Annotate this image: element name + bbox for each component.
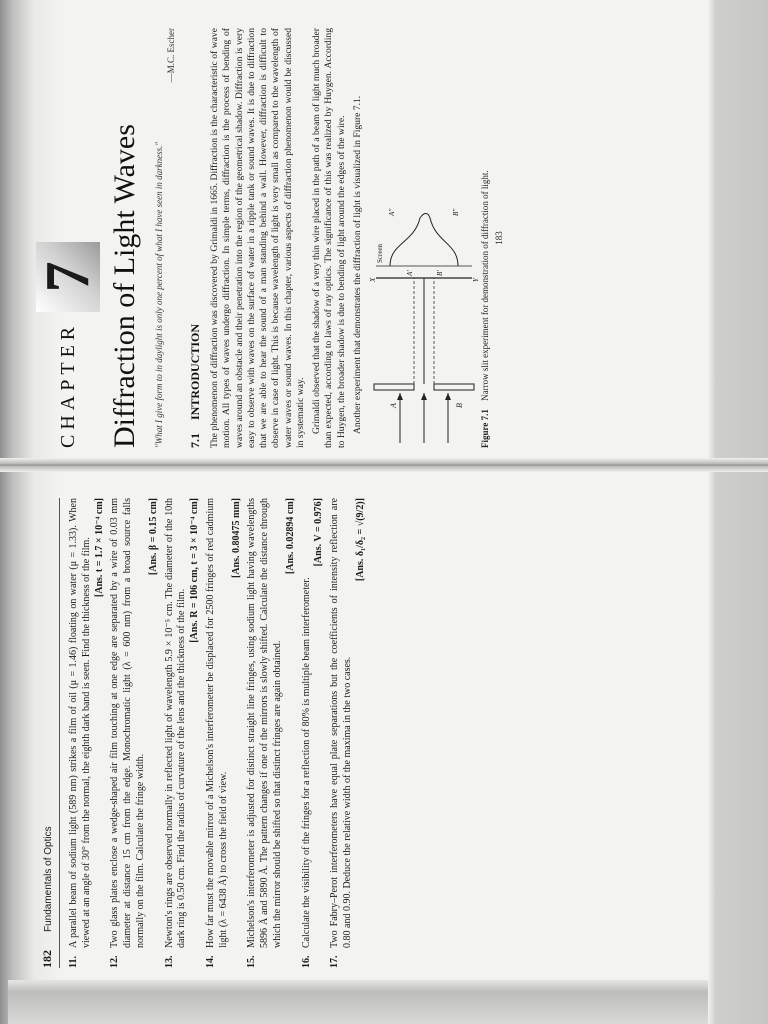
problem-text: How far must the movable mirror of a Michelson's interferometer be displaced for 2500 fringes of red cadmium light (λ = 6438 Å) to cross the field of view. <box>204 498 229 948</box>
problem-number: 12. <box>109 955 121 968</box>
problem-item <box>109 498 160 968</box>
running-head <box>40 498 60 968</box>
chapter-word: CHAPTER <box>56 321 79 448</box>
problem-text: A parallel beam of sodium light (589 nm) strikes a film of oil (μ = 1.46) floating on water (μ = 1.33). When viewed at an angle of 30° from the normal, the eighth dark band is seen. Find the thickness of the film. <box>68 498 92 948</box>
problem-answer: [Ans. 0.80475 mm] <box>230 498 242 578</box>
ray-arrow-2 <box>421 393 427 400</box>
label-a-prime: A' <box>406 270 415 276</box>
problem-item <box>301 498 327 968</box>
problem-number: 13. <box>163 955 175 968</box>
section-title: INTRODUCTION <box>188 323 202 420</box>
book-gutter <box>0 458 768 472</box>
problem-answer: [Ans. V = 0.976] <box>313 498 325 567</box>
page-183-content <box>33 28 716 448</box>
label-screen: Screen <box>376 243 385 263</box>
label-x: X <box>369 277 378 282</box>
chapter-title: Diffraction of Light Waves <box>108 124 141 448</box>
epigraph-author: —M.C. Escher <box>166 28 176 83</box>
paragraph-2: Grimaldi observed that the shadow of a very thin wire placed in the path of a beam of light much broader than expected, according to laws of ray optics. The significance of this was realized by Huygen. According to Huygen, the broader shadow is due to bending of light around the edges of the wire. <box>311 28 347 448</box>
label-a: A <box>389 403 399 408</box>
problem-number: 15. <box>246 955 258 968</box>
diffraction-diagram <box>369 198 481 448</box>
intensity-curve <box>390 214 458 267</box>
label-b-prime: B' <box>436 270 445 276</box>
paragraph-1: The phenomenon of diffraction was discovered by Grimaldi in 1665. Diffraction is the characteristic of wave motion. All types of waves undergo diffraction. In simple terms, diffraction is the process of bending of waves around an obstacle and their penetration into the region of the geometrical shadow. Diffraction is very easy to observe with waves on the surface of water in a ripple tank or sound waves. It is due to diffraction that we are able to hear the sound of a man standing behind a wall. However, diffraction is difficult to observe in case of light. This is because wavelength of light is very small as compared to the wavelength of water waves or sound waves. In this chapter, various aspects of diffraction phenomenon would be discussed in systematic way. <box>209 28 306 448</box>
problem-answer: [Ans. β = 0.15 cm] <box>147 498 159 576</box>
problem-item <box>205 498 243 968</box>
problem-number: 16. <box>300 955 312 968</box>
slit-upper-jaw <box>374 384 414 390</box>
ray-arrow-3 <box>445 393 451 400</box>
problem-number: 17. <box>329 955 341 968</box>
problem-text: Newton's rings are observed normally in reflected light of wavelength 5.9 × 10⁻⁵ cm. The diameter of the 10th dark ring is 0.50 cm. Find the radius of curvature of the lens and the thickness of the film. <box>163 498 188 948</box>
problem-answer: [Ans. δ₁/δ₂ = √(9/2)] <box>354 498 366 582</box>
running-title: Fundamentals of Optics <box>43 826 54 932</box>
paragraph-3: Another experiment that demonstrates the diffraction of light is visualized in Figure 7.1. <box>351 95 363 434</box>
section-number: 7.1 <box>188 433 202 448</box>
ray-arrow-1 <box>397 393 403 400</box>
problem-item <box>329 498 367 968</box>
problem-item <box>246 498 297 968</box>
problem-text: Michelson's interferometer is adjusted for distinct straight line fringes, using sodium light having wavelengths 5896 Å and 5890 Å. The pattern changes if one of the mirrors is slowly shifted. Calculate the distance through which the mirror should be shifted so that distinct fringes are again obtained. <box>246 498 283 948</box>
problem-answer: [Ans. t = 1.7 × 10⁻⁴ cm] <box>93 498 105 598</box>
page-182 <box>0 472 768 980</box>
page-number-182: 182 <box>40 950 54 968</box>
epigraph-quote: "What I give form to in daylight is only one percent of what I have seen in darkness." <box>154 141 164 448</box>
page-182-content <box>40 498 740 968</box>
label-a-double-prime: A'' <box>388 208 397 216</box>
label-b-double-prime: B'' <box>452 208 461 216</box>
problem-number: 14. <box>204 955 216 968</box>
chapter-heading <box>33 28 102 448</box>
problem-item <box>164 498 202 968</box>
page-number-183: 183 <box>494 231 505 245</box>
figure-caption-text: Narrow slit experiment for demonstration of diffraction of light. <box>480 170 491 401</box>
problem-answer: [Ans. 0.02894 cm] <box>284 498 296 575</box>
label-y: Y <box>472 278 481 282</box>
problem-text: Two glass plates enclose a wedge-shaped air film touching at one edge are separated by a wire of 0.03 mm diameter at distance 15 cm from the edge. Monochromatic light (λ = 600 nm) from a broad source falls normally on the film. Calculate the fringe width. <box>109 498 146 948</box>
figure-7-1 <box>369 28 481 448</box>
problem-list <box>68 498 368 968</box>
label-b: B <box>455 403 465 408</box>
problem-text: Calculate the visibility of the fringes for a reflection of 80% is multiple beam interferometer. <box>300 577 312 948</box>
problem-text: Two Fabry–Perot interferometers have equal plate separations but the coefficients of intensity reflection are 0.80 and 0.90. Deduce the relative width of the maxima in the two cases. <box>329 498 353 948</box>
problem-number: 11. <box>68 956 79 968</box>
section-heading <box>188 28 203 448</box>
figure-caption-label: Figure 7.1 <box>480 409 491 448</box>
book-bottom-edge <box>8 980 708 1024</box>
chapter-number: 7 <box>36 242 100 312</box>
figure-caption <box>480 28 490 448</box>
problem-item <box>68 498 106 968</box>
slit-lower-jaw <box>434 384 474 390</box>
page-183 <box>0 0 768 460</box>
problem-answer: [Ans. R = 106 cm, t = 3 × 10⁻⁴ cm] <box>189 498 201 643</box>
